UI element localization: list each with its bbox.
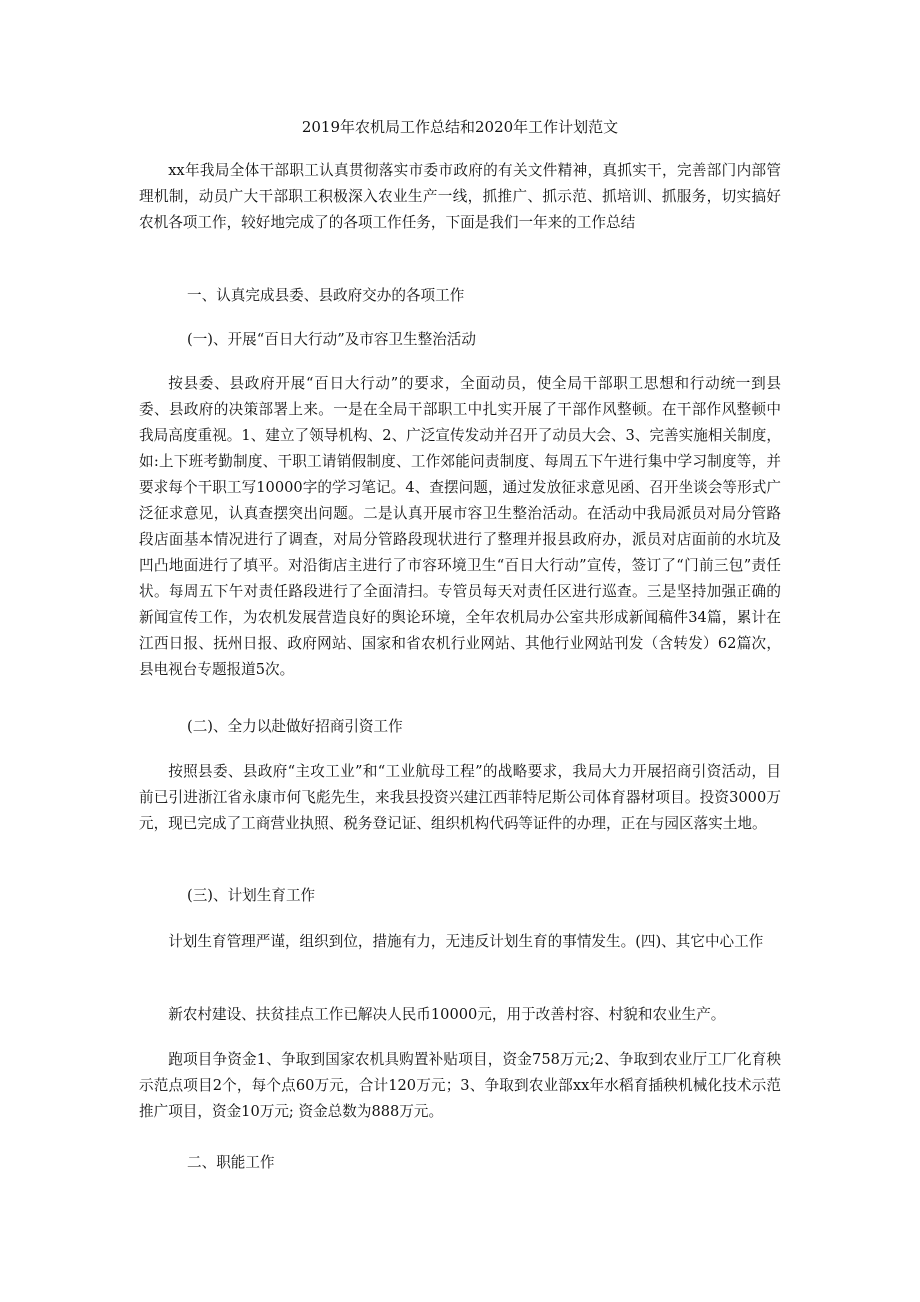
section-heading-1: 一、认真完成县委、县政府交办的各项工作 xyxy=(187,287,465,304)
subsection-heading-2: (二)、全力以赴做好招商引资工作 xyxy=(187,718,403,735)
section-heading-2: 二、职能工作 xyxy=(187,1154,275,1171)
body-paragraph-3: 计划生育管理严谨，组织到位，措施有力，无违反计划生育的事情发生。(四)、其它中心工作 xyxy=(168,933,764,950)
subsection-heading-3: (三)、计划生育工作 xyxy=(187,887,316,904)
body-paragraph-1: 按县委、县政府开展“百日大行动”的要求，全面动员，使全局干部职工思想和行动统一到县委、县政府的决策部署上来。一是在全局干部职工中扎实开展了干部作风整顿。在干部作风整顿中我局高度重视。1、建立了领导机构、2、广泛宣传发动并召开了动员大会、3、完善实施相关制度，如:上下班考勤制度、干职工请销假制度、工作郊能问责制度、每周五下午进行集中学习制度等，并要求每个干职工写10000字的学习笔记。4、查摆问题，通过发放征求意见函、召开坐谈会等形式广泛征求意见，认真查摆突出问题。二是认真开展市容卫生整治活动。在活动中我局派员对局分管路段店面基本情况进行了调查，对局分管路段现状进行了整理并报县政府办，派员对店面前的水坑及凹凸地面进行了填平。对沿街店主进行了市容环境卫生“百日大行动”宣传，签订了“门前三包”责任状。每周五下午对责任路段进行了全面清扫。专管员每天对责任区进行巡查。三是坚持加强正确的新闻宣传工作，为农机发展营造良好的舆论环境，全年农机局办公室共形成新闻稿件34篇，累计在江西日报、抚州日报、政府网站、国家和省农机行业网站、其他行业网站刊发（含转发）62篇次，县电视台专题报道5次。 xyxy=(139,375,781,678)
body-paragraph-2: 按照县委、县政府“主攻工业”和“工业航母工程”的战略要求，我局大力开展招商引资活动，目前已引进浙江省永康市何飞彪先生，来我县投资兴建江西菲特尼斯公司体育器材项目。投资3000万元，现已完成了工商营业执照、税务登记证、组织机构代码等证件的办理，正在与园区落实土地。 xyxy=(139,763,781,832)
body-paragraph-5: 跑项目争资金1、争取到国家农机具购置补贴项目，资金758万元;2、争取到农业厅工厂化育秧示范点项目2个，每个点60万元，合计120万元；3、争取到农业部xx年水稻育插秧机械化技术示范推广项目，资金10万元; 资金总数为888万元。 xyxy=(139,1051,781,1120)
intro-paragraph: xx年我局全体干部职工认真贯彻落实市委市政府的有关文件精神，真抓实干，完善部门内部管理机制，动员广大干部职工积极深入农业生产一线，抓推广、抓示范、抓培训、抓服务，切实搞好农机各项工作，较好地完成了的各项工作任务，下面是我们一年来的工作总结 xyxy=(139,162,781,231)
body-paragraph-4: 新农村建设、扶贫挂点工作已解决人民币10000元，用于改善村容、村貌和农业生产。 xyxy=(168,1006,726,1023)
subsection-heading-1: (一)、开展“百日大行动”及市容卫生整治活动 xyxy=(187,331,476,348)
document-title: 2019年农机局工作总结和2020年工作计划范文 xyxy=(301,118,619,136)
